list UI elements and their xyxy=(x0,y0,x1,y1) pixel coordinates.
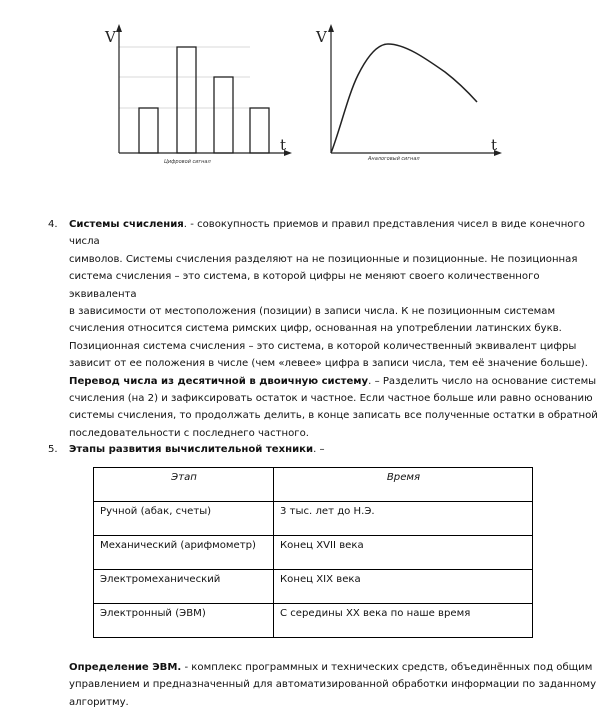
time-cell: С середины XX века по наше время xyxy=(274,604,533,638)
section5-number: 5. xyxy=(48,444,58,455)
time-cell: 3 тыс. лет до Н.Э. xyxy=(274,502,533,536)
digital-x-axis-label: t xyxy=(280,136,287,154)
section4-line-7: зависит от ее положения в числе (чем «левее» цифра в записи числа, тем её значение больше). xyxy=(69,358,588,370)
section4-line-1: Системы счисления. - совокупность приемов и правил представления чисел в виде конечного числа xyxy=(69,219,585,248)
stage-cell: Электронный (ЭВМ) xyxy=(94,604,274,638)
analog-x-axis-label: t xyxy=(491,136,498,154)
section4-paragraph xyxy=(69,216,609,442)
time-cell: Конец XIX века xyxy=(274,570,533,604)
digital-signal-graphic xyxy=(100,0,310,170)
digital-caption: Цифровой сигнал xyxy=(164,159,211,165)
table-header-row xyxy=(94,468,533,502)
section5-heading: Этапы развития вычислительной техники. – xyxy=(69,444,325,455)
table-row xyxy=(94,502,533,536)
section4-line-4: в зависимости от местоположения (позиции) в записи числа. К не позиционным системам xyxy=(69,306,556,318)
stages-table xyxy=(93,467,533,638)
digital-signal-chart xyxy=(100,0,310,170)
table-row xyxy=(94,536,533,570)
conversion-line-1: Перевод числа из десятичной в двоичную систему. – Разделить число на основание системы xyxy=(69,375,597,387)
analog-y-axis-label: V xyxy=(316,28,327,46)
header-stage: Этап xyxy=(94,468,274,502)
analog-signal-chart xyxy=(310,0,510,170)
analog-signal-graphic xyxy=(310,0,510,170)
stage-cell: Электромеханический xyxy=(94,570,274,604)
section4-number: 4. xyxy=(48,219,58,230)
section4-line-2: символов. Системы счисления разделяют на не позиционные и позиционные. Не позиционная xyxy=(69,253,578,265)
stage-cell: Механический (арифмометр) xyxy=(94,536,274,570)
analog-caption: Аналоговый сигнал xyxy=(368,156,420,162)
table-row xyxy=(94,604,533,638)
definition-line-2: управлением и предназначенный для автоматизированной обработки информации по заданному xyxy=(69,679,597,691)
stage-cell: Ручной (абак, счеты) xyxy=(94,502,274,536)
conversion-title: Перевод числа из десятичной в двоичную систему xyxy=(69,375,369,387)
conversion-line-4: последовательности с последнего частного. xyxy=(69,427,309,439)
definition-title: Определение ЭВМ. xyxy=(69,662,182,673)
definition-line-3: алгоритму. xyxy=(69,696,129,708)
section4-line-5: счисления относится система римских цифр, основанная на употреблении латинских букв. xyxy=(69,323,562,335)
table-row xyxy=(94,570,533,604)
section4-title: Системы счисления xyxy=(69,219,184,230)
digital-y-axis-label: V xyxy=(105,28,116,46)
conversion-line-2: счисления (на 2) и зафиксировать остаток и частное. Если частное больше или равно основанию xyxy=(69,393,593,405)
header-time: Время xyxy=(274,468,533,502)
definition-paragraph xyxy=(69,659,609,711)
signal-figures xyxy=(0,0,613,190)
section4-line-6: Позиционная система счисления – это система, в которой количественный эквивалент цифры xyxy=(69,340,577,352)
conversion-line-3: системы счисления, то продолжать делить, в конце записать все полученные остатки в обратной xyxy=(69,410,598,422)
section4-line-3: система счисления – это система, в которой цифры не меняют своего количественного эквивалента xyxy=(69,271,540,300)
definition-line-1: Определение ЭВМ. - комплекс программных и технических средств, объединённых под общим xyxy=(69,662,593,673)
section5-title: Этапы развития вычислительной техники xyxy=(69,444,314,455)
time-cell: Конец XVII века xyxy=(274,536,533,570)
